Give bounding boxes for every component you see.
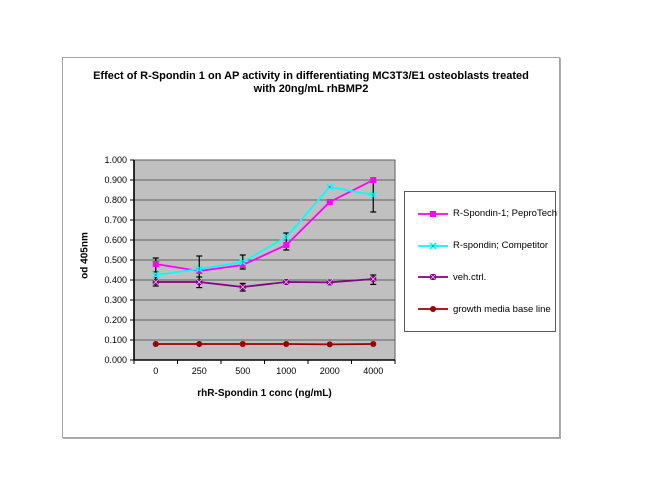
x-tick-label: 4000 <box>363 366 384 376</box>
series-marker-circle <box>430 306 436 312</box>
series-marker-square-x <box>196 279 202 285</box>
x-tick-label: 500 <box>235 366 251 376</box>
series-marker-circle <box>327 341 333 347</box>
legend-marker-swatch <box>417 271 449 283</box>
series-marker-circle <box>196 341 202 347</box>
legend-item-1 <box>417 240 551 252</box>
x-tick-label: 250 <box>191 366 207 376</box>
series-marker-square-x <box>283 279 289 285</box>
series-marker-circle <box>283 341 289 347</box>
y-tick-label: 0.800 <box>104 195 127 205</box>
legend-item-2 <box>417 271 551 283</box>
legend-label: R-Spondin-1; PeproTech <box>453 208 558 220</box>
series-marker-square <box>283 242 289 248</box>
y-tick-label: 0.700 <box>104 215 127 225</box>
y-tick-label: 0.200 <box>104 315 127 325</box>
legend-label: veh.ctrl. <box>453 271 487 283</box>
x-tick-label: 2000 <box>319 366 340 376</box>
chart-title-line2: with 20ng/mL rhBMP2 <box>253 83 369 95</box>
legend-label: growth media base line <box>453 303 551 315</box>
chart-title-line1: Effect of R-Spondin 1 on AP activity in differentiating MC3T3/E1 osteoblasts treated <box>93 70 529 82</box>
series-marker-square-x <box>370 276 376 282</box>
series-marker-square <box>153 261 159 267</box>
x-tick-label: 0 <box>153 366 159 376</box>
x-tick-label: 1000 <box>276 366 297 376</box>
y-tick-label: 0.600 <box>104 235 127 245</box>
legend-box <box>404 191 556 332</box>
y-tick-label: 0.100 <box>104 335 127 345</box>
legend-marker-swatch <box>417 240 449 252</box>
series-marker-square-x <box>240 284 246 290</box>
series-marker-square-x <box>153 279 159 285</box>
y-axis-title: od 405nm <box>79 232 91 279</box>
legend-marker-swatch <box>417 303 449 315</box>
legend-item-0 <box>417 208 558 220</box>
chart-frame <box>62 57 560 438</box>
series-marker-square <box>327 199 333 205</box>
y-tick-label: 0.000 <box>104 355 127 365</box>
series-marker-square <box>430 211 436 217</box>
legend-item-3 <box>417 303 551 315</box>
series-marker-square-x <box>430 274 436 280</box>
y-tick-label: 0.400 <box>104 275 127 285</box>
legend-label: R-spondin; Competitor <box>453 240 549 252</box>
y-tick-label: 0.500 <box>104 255 127 265</box>
legend-marker-swatch <box>417 208 449 220</box>
series-marker-circle <box>370 341 376 347</box>
y-tick-label: 1.000 <box>104 155 127 165</box>
series-marker-square <box>370 177 376 183</box>
series-marker-circle <box>153 341 159 347</box>
series-marker-square-x <box>327 279 333 285</box>
x-axis-title: rhR-Spondin 1 conc (ng/mL) <box>197 388 332 399</box>
y-tick-label: 0.300 <box>104 295 127 305</box>
series-marker-circle <box>240 341 246 347</box>
y-tick-label: 0.900 <box>104 175 127 185</box>
